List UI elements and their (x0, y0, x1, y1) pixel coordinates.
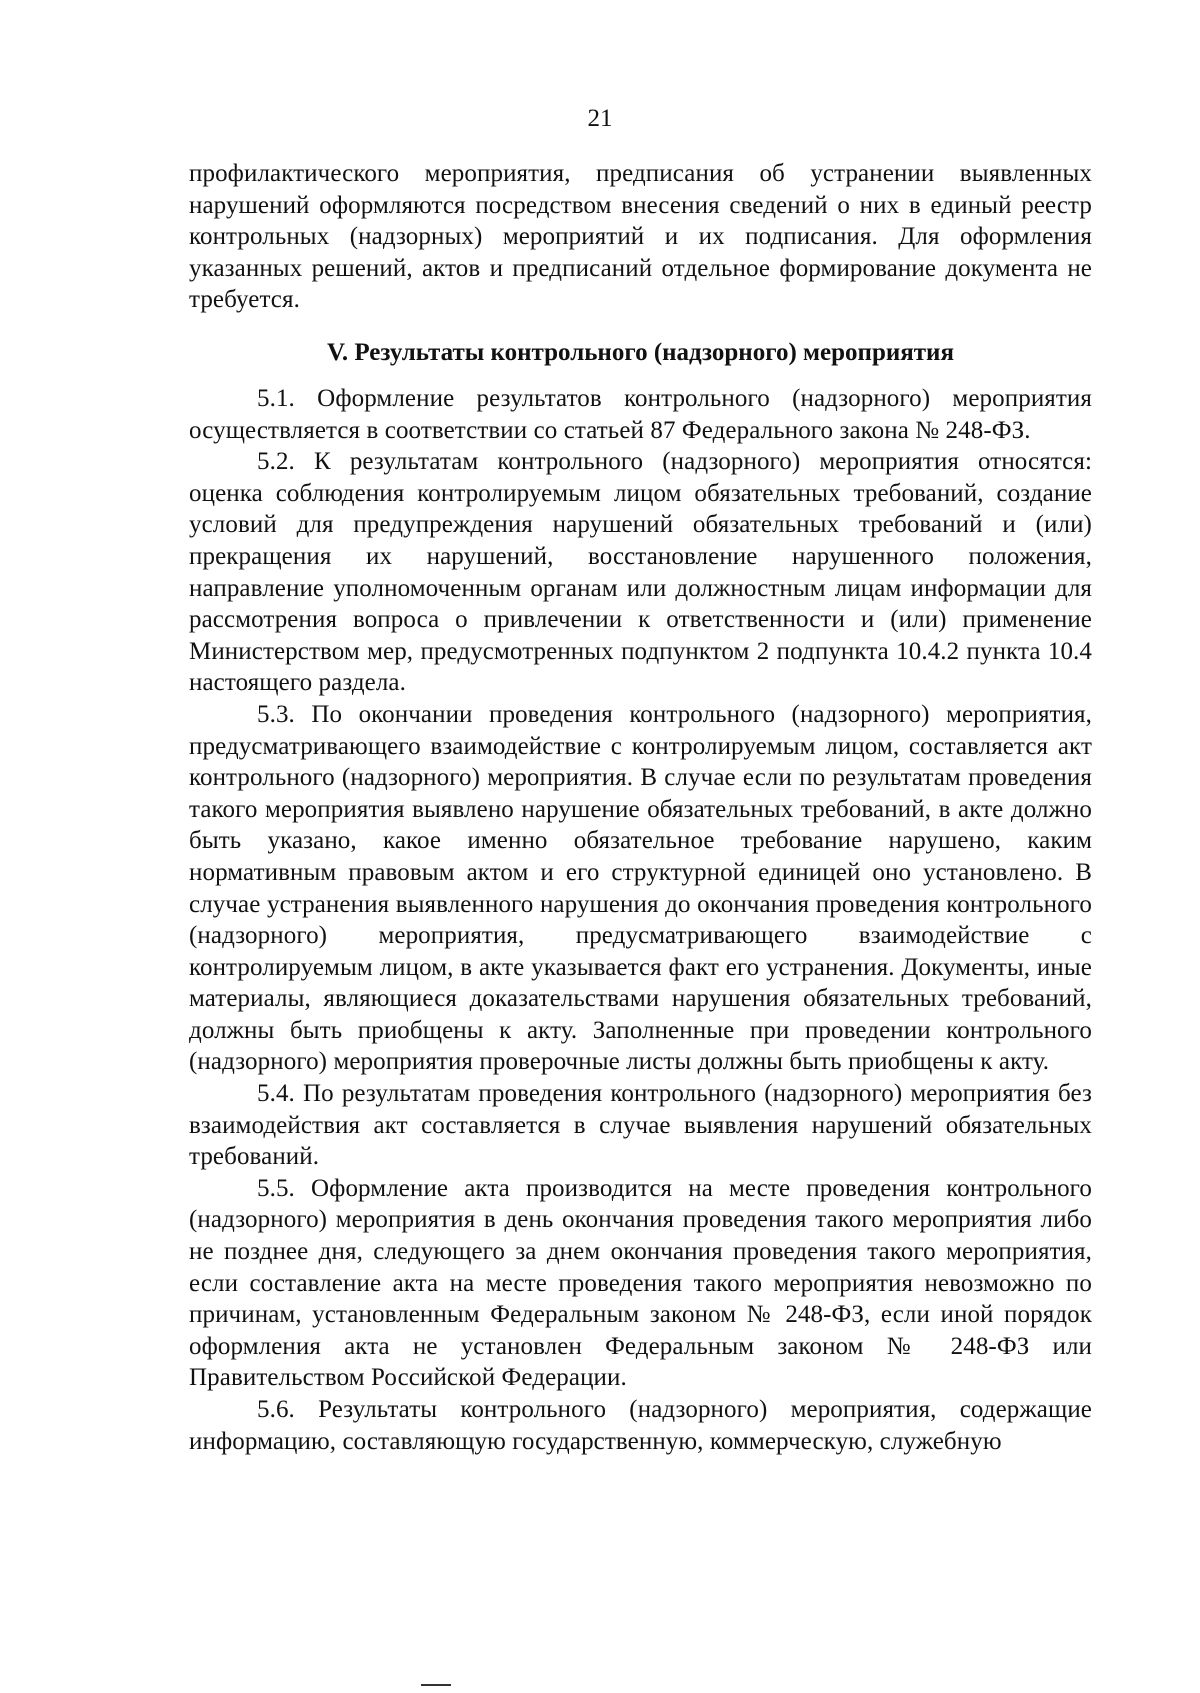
paragraph-5-2: 5.2. К результатам контрольного (надзорного) мероприятия относятся: оценка соблюдения контролируемым лицом обязательных требований, создание условий для предупреждения нарушений обязательных требований и (или) прекращения их нарушений, восстановление нарушенного положения, направление уполномоченным органам или должностным лицам информации для рассмотрения вопроса о привлечении к ответственности и (или) применение Министерством мер, предусмотренных подпунктом 2 подпункта 10.4.2 пункта 10.4 настоящего раздела. (189, 448, 1092, 697)
section-body (189, 383, 1092, 1457)
paragraph-5-1: 5.1. Оформление результатов контрольного (надзорного) мероприятия осуществляется в соответствии со статьей 87 Федерального закона № 248-ФЗ. (189, 385, 1092, 444)
section-heading: V. Результаты контрольного (надзорного) мероприятия (327, 339, 954, 366)
footer-scan-mark (421, 1684, 451, 1686)
intro-block (189, 158, 1092, 316)
paragraph-5-3: 5.3. По окончании проведения контрольного (надзорного) мероприятия, предусматривающего взаимодействие с контролируемым лицом, составляется акт контрольного (надзорного) мероприятия. В случае если по результатам проведения такого мероприятия выявлено нарушение обязательных требований, в акте должно быть указано, какое именно обязательное требование нарушено, каким нормативным правовым актом и его структурной единицей оно установлено. В случае устранения выявленного нарушения до окончания проведения контрольного (надзорного) мероприятия, предусматривающего взаимодействие с контролируемым лицом, в акте указывается факт его устранения. Документы, иные материалы, являющиеся доказательствами нарушения обязательных требований, должны быть приобщены к акту. Заполненные при проведении контрольного (надзорного) мероприятия проверочные листы должны быть приобщены к акту. (189, 700, 1092, 1076)
paragraph-5-5: 5.5. Оформление акта производится на месте проведения контрольного (надзорного) мероприятия в день окончания проведения такого мероприятия либо не позднее дня, следующего за днем окончания проведения такого мероприятия, если составление акта на месте проведения такого мероприятия невозможно по причинам, установленным Федеральным законом № 248-ФЗ, если иной порядок оформления акта не установлен Федеральным законом № 248-ФЗ или Правительством Российской Федерации. (189, 1174, 1092, 1392)
paragraph-5-4: 5.4. По результатам проведения контрольного (надзорного) мероприятия без взаимодействия акт составляется в случае выявления нарушений обязательных требований. (189, 1080, 1092, 1171)
intro-paragraph: профилактического мероприятия, предписания об устранении выявленных нарушений оформляются посредством внесения сведений о них в единый реестр контрольных (надзорных) мероприятий и их подписания. Для оформления указанных решений, актов и предписаний отдельное формирование документа не требуется. (189, 160, 1092, 314)
page-number: 21 (587, 105, 613, 132)
paragraph-5-6: 5.6. Результаты контрольного (надзорного) мероприятия, содержащие информацию, составляющую государственную, коммерческую, служебную (189, 1396, 1092, 1455)
